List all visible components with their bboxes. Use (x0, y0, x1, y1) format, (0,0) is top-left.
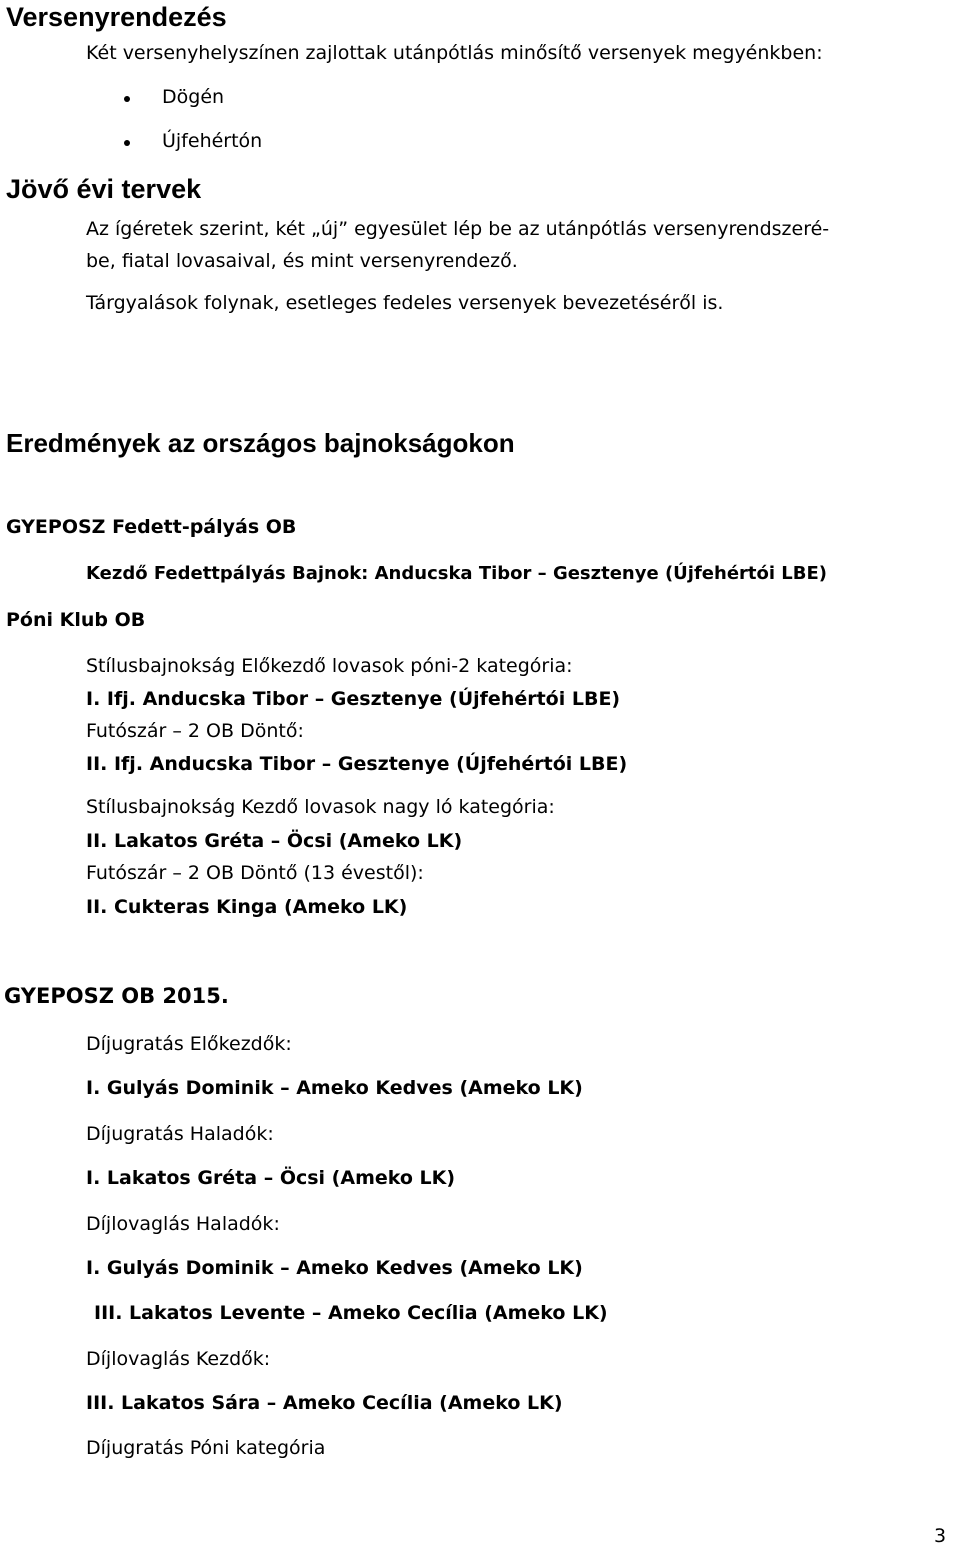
category-line: Díjugratás Haladók: (86, 1123, 274, 1145)
result-line: III. Lakatos Sára – Ameko Cecília (Ameko LK) (86, 1392, 563, 1414)
subheading-fedett-palyas-ob: GYEPOSZ Fedett-pályás OB (6, 516, 297, 538)
intro-text: Két versenyhelyszínen zajlottak utánpótlás minősítő versenyek megyénkben: (86, 42, 823, 64)
result-line: III. Lakatos Levente – Ameko Cecília (Ameko LK) (94, 1302, 608, 1324)
heading-versenyrendezes: Versenyrendezés (6, 2, 227, 32)
plans-text-line: Tárgyalások folynak, esetleges fedeles versenyek bevezetéséről is. (86, 292, 724, 314)
category-line: Díjlovaglás Kezdők: (86, 1348, 271, 1370)
bullet-icon (124, 96, 130, 102)
heading-eredmenyek: Eredmények az országos bajnokságokon (6, 428, 515, 458)
result-line: I. Gulyás Dominik – Ameko Kedves (Ameko LK) (86, 1077, 583, 1099)
page-number: 3 (934, 1525, 947, 1547)
category-line: Díjlovaglás Haladók: (86, 1213, 280, 1235)
venue-list-item: Dögén (162, 86, 225, 108)
venue-list-item: Újfehértón (162, 130, 263, 152)
result-line: I. Lakatos Gréta – Öcsi (Ameko LK) (86, 1167, 456, 1189)
plans-text-line: Az ígéretek szerint, két „új” egyesület lép be az utánpótlás versenyrendszeré- (86, 218, 830, 240)
category-line: Futószár – 2 OB Döntő: (86, 720, 304, 742)
category-line: Futószár – 2 OB Döntő (13 évestől): (86, 862, 424, 884)
category-line: Stílusbajnokság Előkezdő lovasok póni-2 kategória: (86, 655, 573, 677)
category-line: Díjugratás Póni kategória (86, 1437, 326, 1459)
result-line: II. Lakatos Gréta – Öcsi (Ameko LK) (86, 830, 463, 852)
category-line: Stílusbajnokság Kezdő lovasok nagy ló kategória: (86, 796, 555, 818)
result-line: Kezdő Fedettpályás Bajnok: Anducska Tibor – Gesztenye (Újfehértói LBE) (86, 563, 828, 584)
heading-jovo-evi-tervek: Jövő évi tervek (6, 174, 202, 204)
result-line: II. Ifj. Anducska Tibor – Gesztenye (Újfehértói LBE) (86, 753, 628, 775)
bullet-icon (124, 140, 130, 146)
subheading-poni-klub-ob: Póni Klub OB (6, 609, 146, 631)
plans-text-line: be, fiatal lovasaival, és mint versenyrendező. (86, 250, 518, 272)
result-line: I. Ifj. Anducska Tibor – Gesztenye (Újfehértói LBE) (86, 688, 621, 710)
subheading-gyeposz-ob-2015: GYEPOSZ OB 2015. (4, 984, 229, 1008)
result-line: II. Cukteras Kinga (Ameko LK) (86, 896, 408, 918)
result-line: I. Gulyás Dominik – Ameko Kedves (Ameko LK) (86, 1257, 583, 1279)
category-line: Díjugratás Előkezdők: (86, 1033, 292, 1055)
